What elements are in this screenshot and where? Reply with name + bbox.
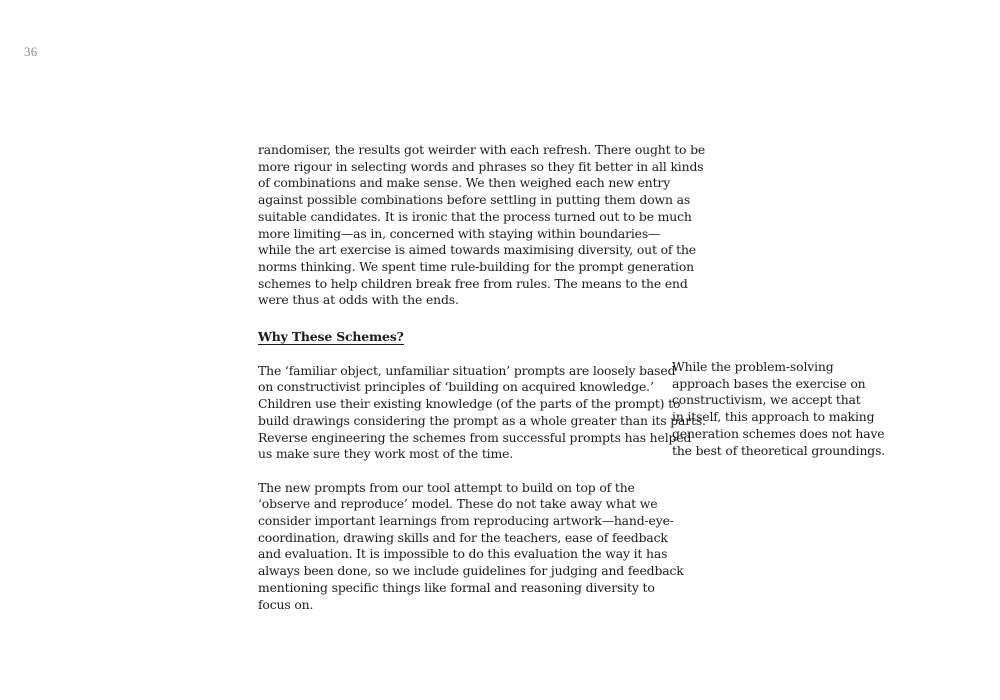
text-line: mentioning specific things like formal and reasoning diversity to	[258, 579, 655, 595]
side-note-line: While the problem-solving	[672, 359, 834, 374]
page-number: 36	[24, 44, 38, 59]
text-line: randomiser, the results got weirder with each refresh. There ought to be	[258, 142, 706, 157]
text-line: coordination, drawing skills and for the teachers, ease of feedback	[258, 529, 668, 545]
side-note-line: approach bases the exercise on	[672, 375, 866, 391]
text-line: against possible combinations before settling in putting them down as	[258, 192, 691, 208]
side-note	[672, 359, 886, 459]
main-column	[258, 142, 706, 630]
text-line: Children use their existing knowledge (of the parts of the prompt) to	[258, 396, 681, 412]
intro-paragraph	[258, 142, 706, 309]
text-line: The new prompts from our tool attempt to build on top of the	[258, 479, 635, 495]
text-line: build drawings considering the prompt as a whole greater than its parts.	[258, 412, 706, 428]
text-line: always been done, so we include guidelines for judging and feedback	[258, 563, 684, 579]
text-line: on constructivist principles of ‘building on acquired knowledge.’	[258, 379, 654, 395]
side-note-line: in itself, this approach to making	[672, 409, 875, 425]
side-note-line: generation schemes does not have	[672, 425, 885, 441]
side-note-line: the best of theoretical groundings.	[672, 442, 886, 458]
text-line: while the art exercise is aimed towards maximising diversity, out of the	[258, 242, 696, 258]
text-line: Reverse engineering the schemes from successful prompts has helped	[258, 429, 692, 445]
text-line: ‘observe and reproduce’ model. These do not take away what we	[258, 496, 658, 512]
text-line: suitable candidates. It is ironic that the process turned out to be much	[258, 208, 692, 224]
text-line: The ‘familiar object, unfamiliar situation’ prompts are loosely based	[258, 362, 676, 378]
text-line: norms thinking. We spent time rule-building for the prompt generation	[258, 258, 694, 274]
text-line: us make sure they work most of the time.	[258, 446, 514, 462]
text-line: and evaluation. It is impossible to do this evaluation the way it has	[258, 546, 668, 562]
text-line: of combinations and make sense. We then weighed each new entry	[258, 175, 671, 191]
paragraph-familiar-object	[258, 362, 706, 463]
text-line: schemes to help children break free from rules. The means to the end	[258, 275, 688, 291]
side-note-line: constructivism, we accept that	[672, 392, 861, 408]
text-line: more rigour in selecting words and phrases so they fit better in all kinds	[258, 158, 704, 174]
text-line: more limiting—as in, concerned with staying within boundaries—	[258, 225, 661, 241]
paragraph-new-prompts	[258, 479, 684, 614]
section-heading: Why These Schemes?	[258, 328, 404, 344]
text-line: consider important learnings from reproducing artwork—hand-eye-	[258, 513, 674, 529]
text-line: focus on.	[258, 596, 314, 612]
text-line: were thus at odds with the ends.	[258, 292, 459, 308]
